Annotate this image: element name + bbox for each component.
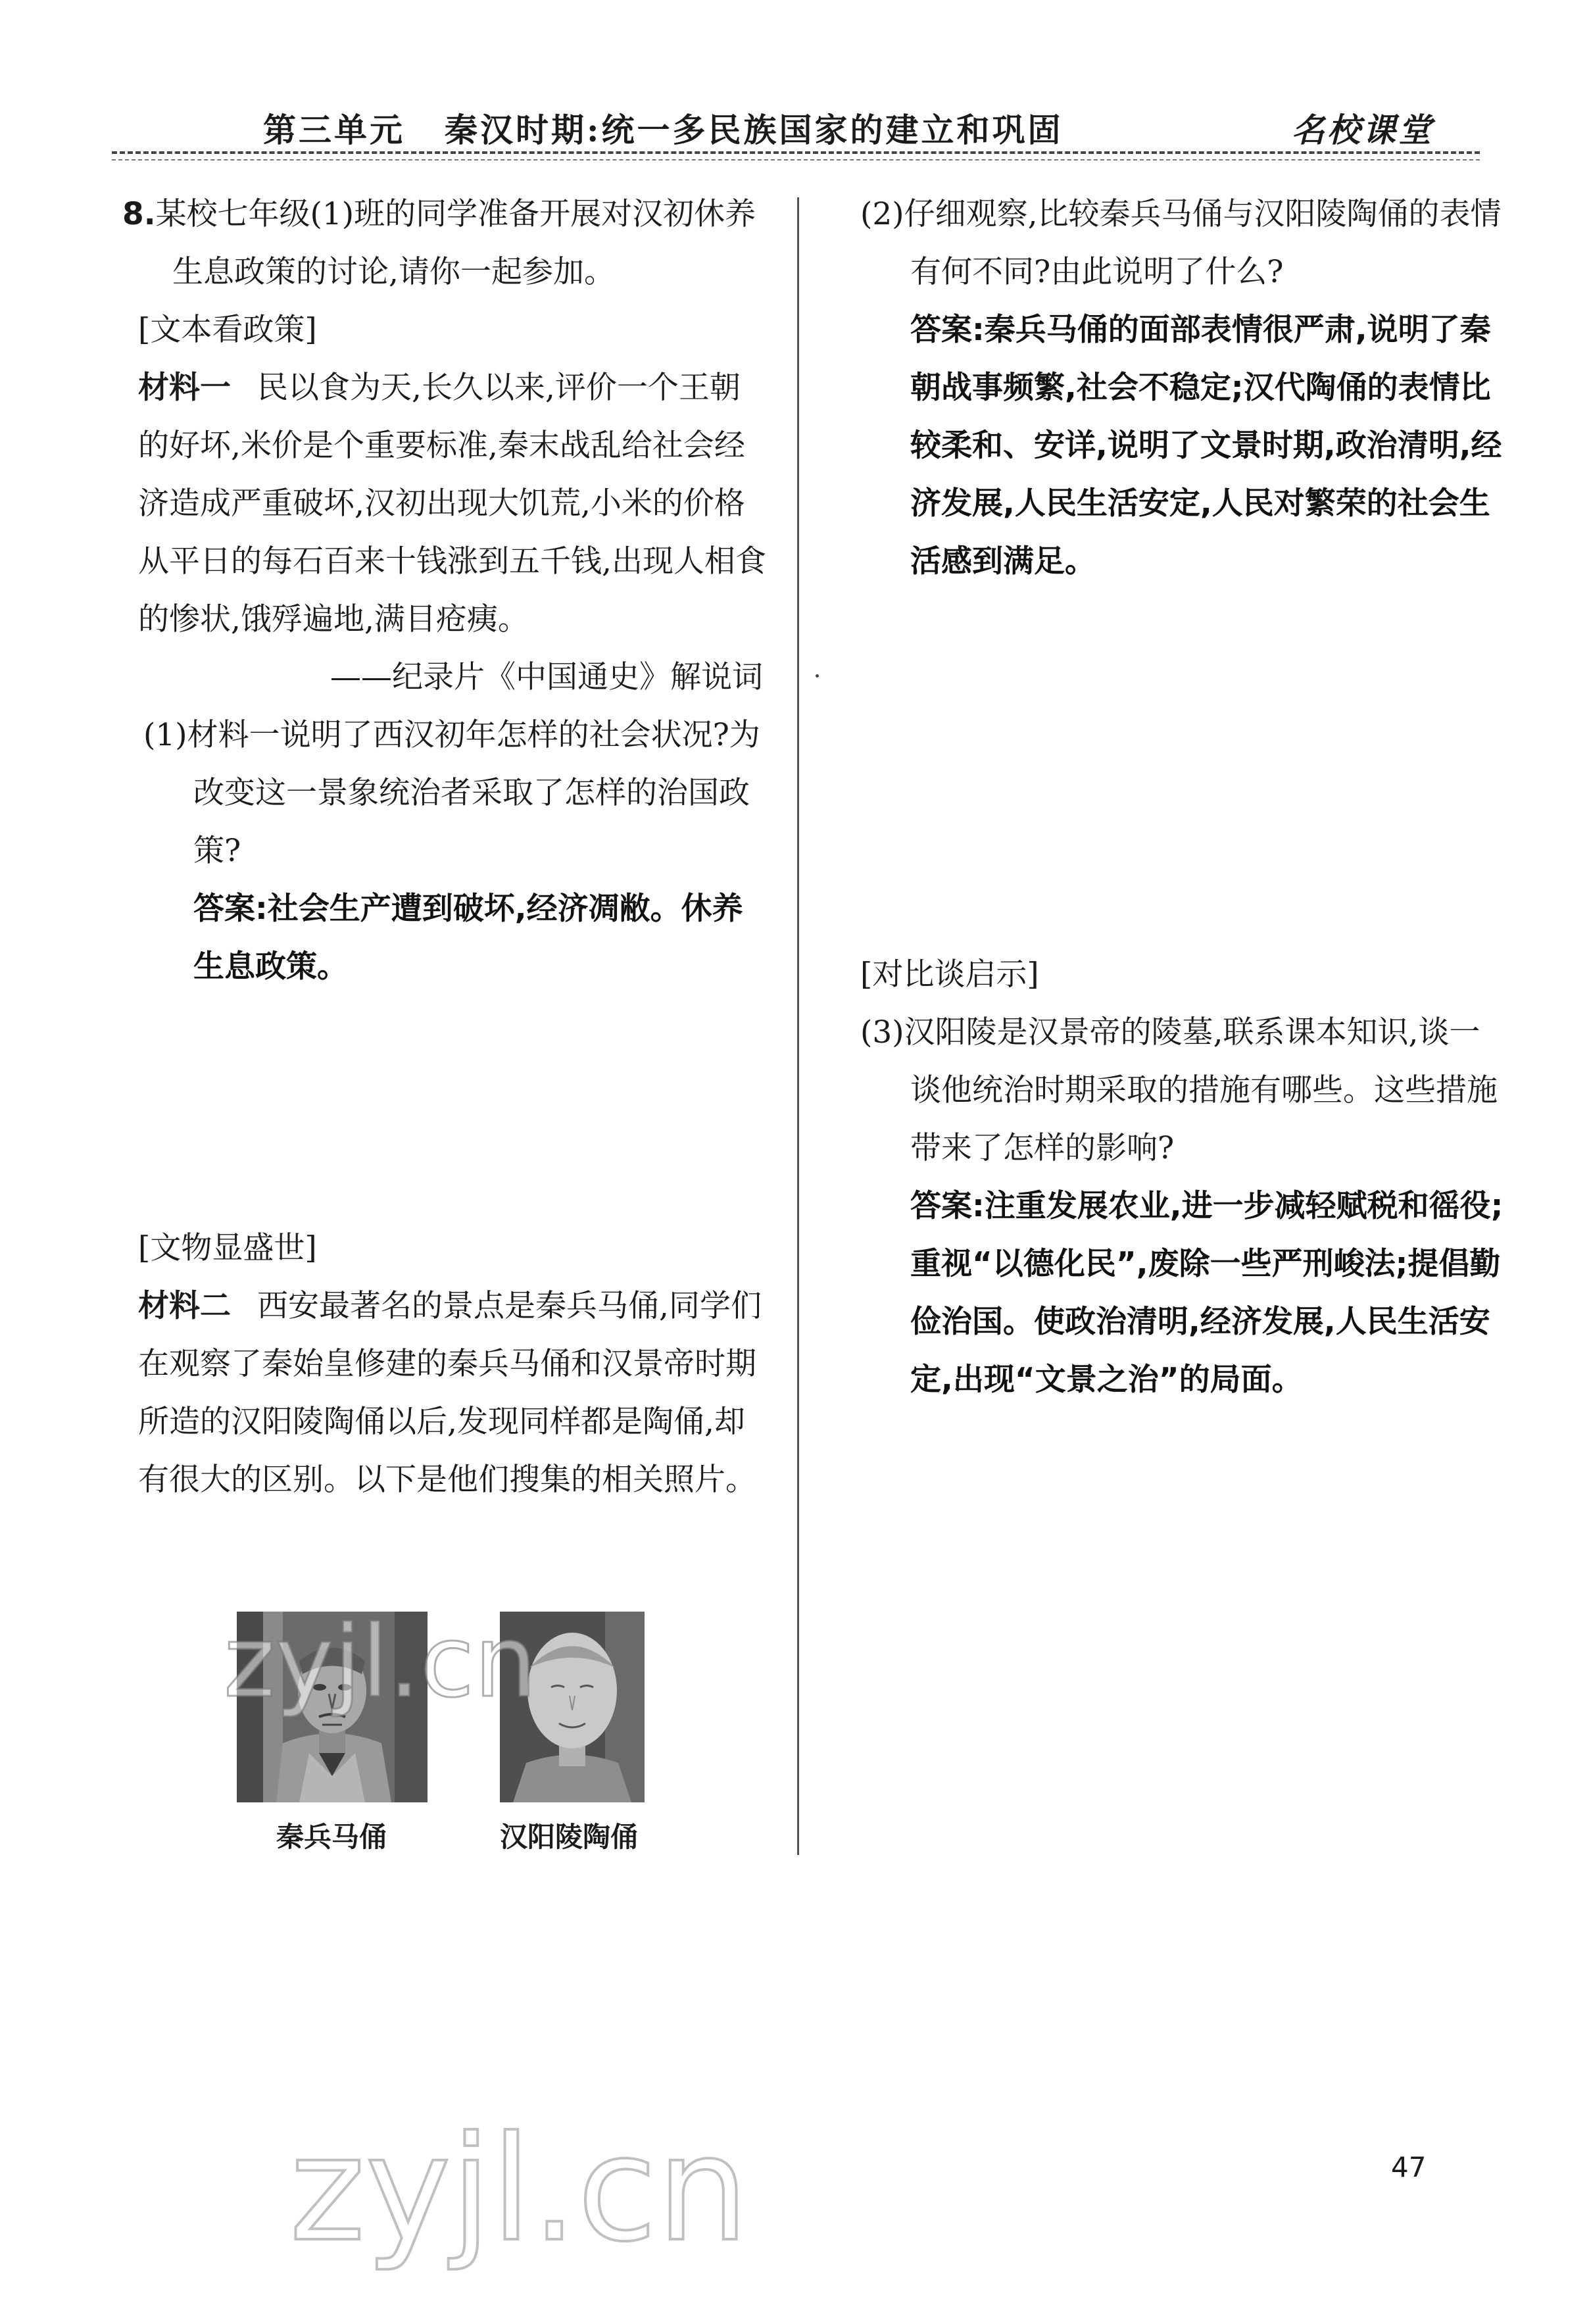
- right-column: [850, 185, 1507, 1409]
- page-number: 47: [1391, 2151, 1427, 2183]
- photo-han-caption: 汉阳陵陶俑: [500, 1821, 639, 1853]
- sub-question-3-text: 汉阳陵是汉景帝的陵墓,联系课本知识,谈一谈他统治时期采取的措施有哪些。这些措施带来了怎样的影响?: [904, 1014, 1498, 1166]
- sub-question-1-text: 材料一说明了西汉初年怎样的社会状况?为改变这一景象统治者采取了怎样的治国政策?: [187, 717, 760, 869]
- sub-question-2: [850, 185, 1507, 301]
- answer-space-right: [850, 591, 1507, 946]
- header-divider: [112, 151, 1480, 154]
- header-unit: 第三单元: [263, 111, 405, 149]
- watermark-middle: zyjl.cn: [224, 1605, 537, 1719]
- sub-question-3-number: (3): [860, 1014, 904, 1051]
- material-one: [112, 359, 770, 649]
- material-one-title: 材料一: [138, 370, 231, 406]
- section-label-relics: [文物显盛世]: [138, 1230, 317, 1266]
- material-one-text: 民以食为天,长久以来,评价一个王朝的好坏,米价是个重要标准,秦末战乱给社会经济造成严重破坏,汉初出现大饥荒,小米的价格从平日的每石百来十钱涨到五千钱,出现人相食的惨状,饿殍遍地,满目疮痍。: [138, 370, 766, 637]
- column-divider: [797, 197, 799, 1855]
- sub-question-2-text: 仔细观察,比较秦兵马俑与汉阳陵陶俑的表情有何不同?由此说明了什么?: [904, 196, 1502, 290]
- page-header: [112, 99, 1480, 158]
- header-title: [263, 104, 1063, 151]
- material-one-source: ——纪录片《中国通史》解说词: [330, 659, 763, 695]
- answer-3: 答案:注重发展农业,进一步减轻赋税和徭役;重视“以德化民”,废除一些严刑峻法;提倡勤俭治国。使政治清明,经济发展,人民生活安定,出现“文景之治”的局面。: [910, 1188, 1503, 1398]
- stray-dot: [816, 674, 819, 678]
- sub-question-1: [112, 706, 770, 880]
- left-column: [112, 185, 770, 1509]
- sub-question-2-number: (2): [860, 196, 904, 232]
- question-stem: [112, 185, 770, 301]
- question-stem-text: 某校七年级(1)班的同学准备开展对汉初休养生息政策的讨论,请你一起参加。: [155, 196, 756, 290]
- answer-space: [112, 996, 770, 1220]
- answer-2: 答案:秦兵马俑的面部表情很严肃,说明了秦朝战事频繁,社会不稳定;汉代陶俑的表情比较柔和、安详,说明了文景时期,政治清明,经济发展,人民生活安定,人民对繁荣的社会生活感到满足。: [910, 312, 1502, 580]
- header-brand: 名校课堂: [1292, 111, 1434, 149]
- section-label-policy: [文本看政策]: [138, 312, 317, 348]
- header-topic: 秦汉时期:统一多民族国家的建立和巩固: [445, 111, 1063, 149]
- sub-question-1-number: (1): [143, 717, 187, 753]
- watermark-bottom: zyjl.cn: [289, 2105, 749, 2273]
- header-divider-secondary: [112, 159, 1480, 161]
- material-two: [112, 1277, 770, 1509]
- question-number: 8.: [122, 196, 156, 232]
- answer-1: 答案:社会生产遭到破坏,经济凋敝。休养生息政策。: [193, 891, 743, 985]
- material-two-text: 西安最著名的景点是秦兵马俑,同学们在观察了秦始皇修建的秦兵马俑和汉景帝时期所造的汉阳陵陶俑以后,发现同样都是陶俑,却有很大的区别。以下是他们搜集的相关照片。: [138, 1288, 762, 1498]
- material-two-title: 材料二: [138, 1288, 231, 1324]
- section-label-contrast: [对比谈启示]: [860, 956, 1039, 993]
- sub-question-3: [850, 1004, 1507, 1177]
- photo-qin-caption: 秦兵马俑: [276, 1821, 387, 1853]
